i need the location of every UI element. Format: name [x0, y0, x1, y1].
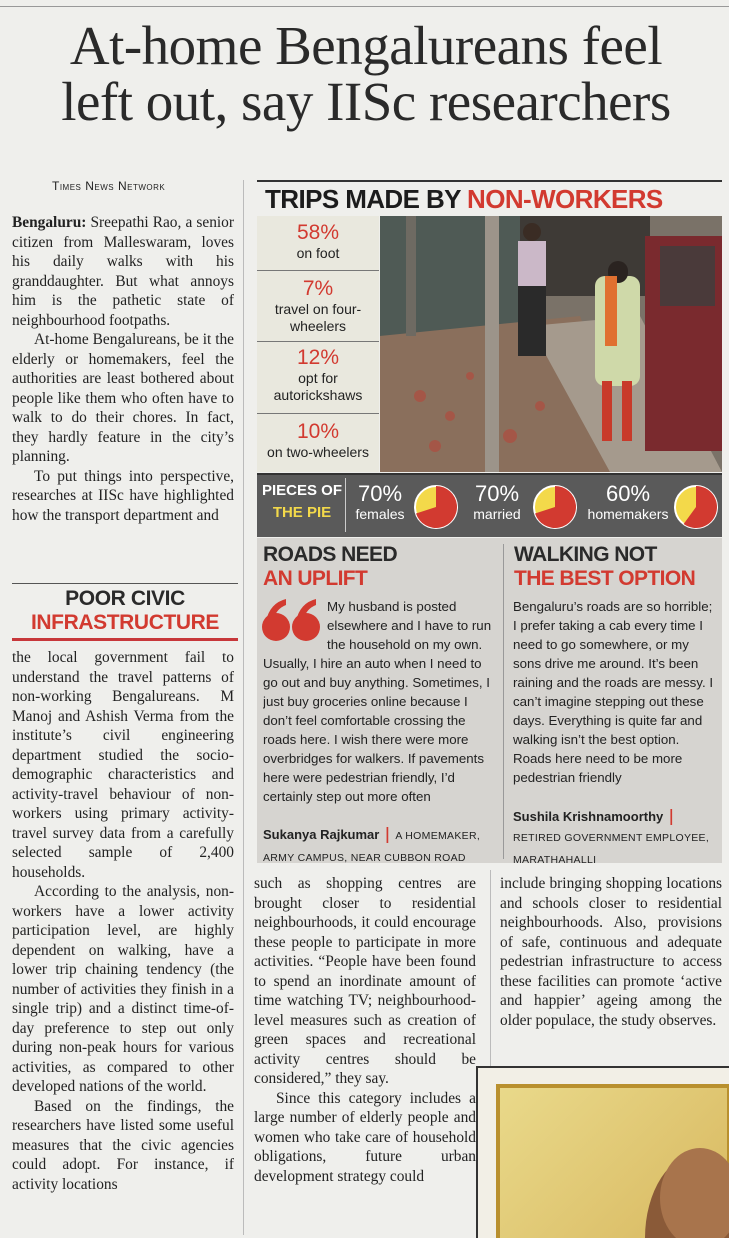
- stat-label: on foot: [296, 245, 340, 261]
- stat-four-wheelers: [257, 271, 379, 342]
- pie-percent: 70%: [357, 481, 403, 506]
- adjacent-photo-frame: [476, 1066, 729, 1238]
- paragraph: include bringing shopping locations and schools closer to residential neighbourhoods. Also, provisions of safe, continuous and adequate pedestrian infrastructure to access these facilities can promote ‘active and happier’ ageing among the older populace, the study observes.: [500, 875, 722, 1029]
- attribution-separator: |: [668, 806, 675, 825]
- quote-1-heading: [263, 543, 498, 591]
- pie-label: homemakers: [587, 506, 669, 522]
- graphic-title-a: TRIPS MADE BY: [265, 184, 468, 214]
- stat-two-wheelers: [257, 414, 379, 472]
- column-divider: [243, 180, 244, 1235]
- stat-percent: 58%: [296, 221, 340, 244]
- pedestrian-man: [518, 223, 546, 356]
- headline-line-1: At-home Bengalureans feel: [69, 15, 663, 76]
- quote-1-heading-line-2: AN UPLIFT: [263, 567, 368, 590]
- pie-label: married: [473, 506, 521, 522]
- subhead: [12, 583, 238, 641]
- pie-percent: 70%: [474, 481, 520, 506]
- headline: [10, 15, 722, 132]
- subhead-line-1: POOR CIVIC: [65, 587, 185, 610]
- quote-1-role: A HOMEMAKER, ARMY CAMPUS, NEAR CUBBON ROAD: [263, 830, 481, 864]
- graphic-title-b: NON-WORKERS: [467, 184, 663, 214]
- pie-homemakers: [584, 482, 672, 522]
- pie-chart-homemakers: [672, 483, 720, 531]
- stat-percent: 7%: [302, 277, 334, 300]
- quote-2-name: Sushila Krishnamoorthy: [513, 809, 664, 824]
- quote-2-heading-line-2: THE BEST OPTION: [514, 567, 696, 590]
- byline: Times News Network: [52, 179, 166, 193]
- paragraph: According to the analysis, non-workers have a lower activity participation level, are highly dependent on walking, have a lower trip chaining tendency (the number of activities they finish in a single trip) and a distinct time-of-day preference to step out only during non-peak hours for various activities, as compared to other developed nations of the world.: [12, 883, 234, 1095]
- column-2: [254, 874, 476, 1234]
- column-3: [500, 874, 722, 1064]
- paragraph: Since this category includes a large number of elderly people and women who take care of household obligations, future urban development strategy could: [254, 1089, 476, 1185]
- pie-title-line-2: THE PIE: [272, 504, 332, 521]
- stat-percent: 12%: [296, 346, 340, 369]
- adjacent-photo: [496, 1084, 729, 1238]
- quote-1-attribution: [263, 824, 499, 868]
- stat-autorickshaws: [257, 342, 379, 414]
- paragraph: To put things into perspective, researches at IISc have highlighted how the transport department and: [12, 467, 234, 524]
- dateline: Bengaluru:: [12, 214, 87, 231]
- paragraph: Sreepathi Rao, a senior citizen from Malleswaram, loves his daily walks with his granddaughter. But what annoys him is the pathetic state of neighbourhood footpaths.: [12, 214, 234, 329]
- stat-label: on two-wheelers: [267, 444, 369, 460]
- street-photo-illustration: [380, 216, 722, 472]
- pie-chart-females: [412, 483, 460, 531]
- graphic-title: [257, 180, 722, 216]
- quote-2-role: RETIRED GOVERNMENT EMPLOYEE, MARATHAHALLI: [513, 832, 710, 866]
- pie-percent: 60%: [605, 481, 651, 506]
- column-divider: [490, 870, 491, 1070]
- paragraph: the local government fail to understand the travel patterns of non-working Bengalureans. M Manoj and Ashish Verma from the institute’s civil engineering department studied the socio-demographic characteristics and activity-travel behaviour of non-workers using primary activity-travel survey data from a carefully selected sample of 2,400 households.: [12, 649, 234, 881]
- quote-1-text: [263, 597, 497, 822]
- quote-1-name: Sukanya Rajkumar: [263, 827, 380, 842]
- stat-on-foot: [257, 216, 379, 271]
- paragraph: such as shopping centres are brought closer to residential neighbourhoods, it could encourage these people to participate in more activities. “People have been found to spend an inordinate amount of time watching TV; neighbourhood-level measures such as creation of green spaces and recreational activity centres should be considered,” they say.: [254, 875, 476, 1087]
- stat-label: travel on four-wheelers: [274, 301, 362, 334]
- pie-females: [350, 482, 410, 522]
- quote-1-body: My husband is posted elsewhere and I have to run the household on my own. Usually, I hire an auto when I need to go out and buy anything. Sometimes, I just buy groceries online because I don’t feel comfortable crossing the roads here. I wish there were more overbridges for walkers. If pavements here were pedestrian friendly, I’d certainly step out more often: [263, 599, 492, 804]
- top-edge-line: [0, 6, 729, 7]
- pie-title-line-1: PIECES OF: [261, 482, 343, 499]
- portrait-illustration: [500, 1088, 729, 1238]
- pie-chart-married: [531, 483, 579, 531]
- quote-2-heading-line-1: WALKING NOT: [514, 543, 657, 566]
- pie-label: females: [355, 506, 405, 522]
- stat-label: opt for autorickshaws: [273, 370, 363, 403]
- quote-2-attribution: [513, 806, 718, 870]
- street-photo: [380, 216, 722, 472]
- quote-1-heading-line-1: ROADS NEED: [263, 543, 398, 566]
- quote-2-text: [513, 597, 717, 807]
- quote-2-heading: [514, 543, 719, 591]
- paragraph: At-home Bengalureans, be it the elderly or homemakers, feel the authorities are least bothered about people like them who often have to walk to do their chores. In fact, they hardly feature in the city’s planning.: [12, 331, 234, 465]
- quote-panel-divider: [503, 544, 504, 859]
- pie-band-divider: [345, 478, 346, 532]
- stat-percent: 10%: [296, 420, 340, 443]
- pie-married: [465, 482, 529, 522]
- quote-mark-spacer: [263, 597, 327, 652]
- pie-title: [259, 480, 345, 532]
- paragraph: Based on the findings, the researchers have listed some useful measures that the civic agencies could adopt. For instance, if activity locations: [12, 1097, 234, 1193]
- headline-line-2: left out, say IISc researchers: [61, 71, 671, 132]
- column-1-top: [12, 213, 234, 579]
- attribution-separator: |: [384, 824, 391, 843]
- subhead-line-2: INFRASTRUCTURE: [30, 611, 220, 634]
- quote-2-body: Bengaluru’s roads are so horrible; I prefer taking a cab every time I need to go somewhere, or my sons drive me around. It’s been raining and the roads are messy. I can’t imagine stepping out these days. Everything is quite far and walking isn’t the best option. Roads here need to be more pedestrian friendly: [513, 599, 714, 785]
- column-1-bottom: [12, 648, 234, 1233]
